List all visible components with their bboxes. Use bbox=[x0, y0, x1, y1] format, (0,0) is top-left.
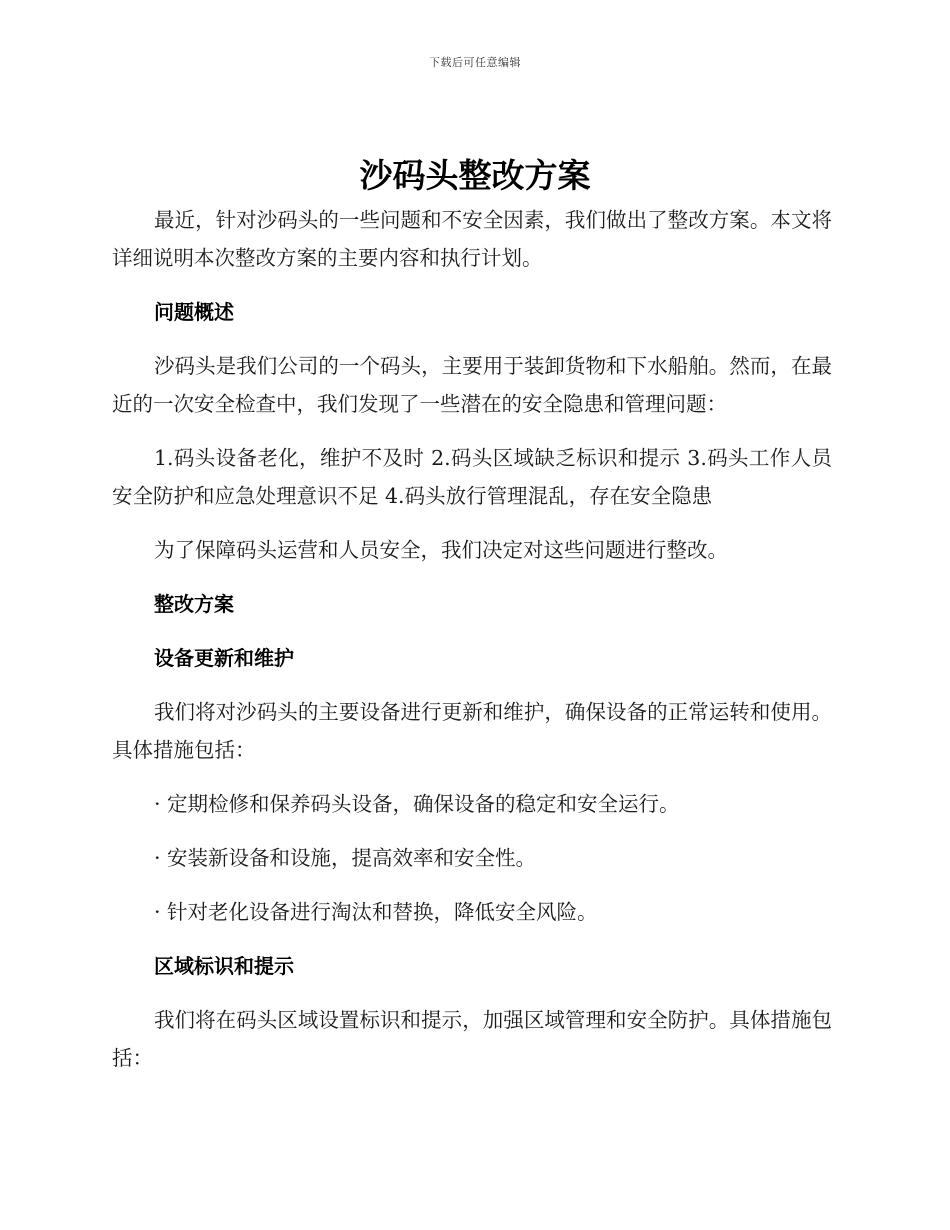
bullet-item: · 定期检修和保养码头设备，确保设备的稳定和安全运行。 bbox=[154, 792, 680, 816]
subsection-heading-equipment: 设备更新和维护 bbox=[154, 646, 294, 670]
signage-paragraph: 我们将在码头区域设置标识和提示，加强区域管理和安全防护。具体措施包括： bbox=[112, 1008, 832, 1070]
section-heading-overview: 问题概述 bbox=[154, 300, 234, 324]
decision-paragraph: 为了保障码头运营和人员安全，我们决定对这些问题进行整改。 bbox=[154, 538, 728, 562]
problem-list-paragraph: 1.码头设备老化，维护不及时 2.码头区域缺乏标识和提示 3.码头工作人员安全防护和应急处理意识不足 4.码头放行管理混乱，存在安全隐患 bbox=[112, 446, 832, 508]
bullet-item: · 针对老化设备进行淘汰和替换，降低安全风险。 bbox=[154, 900, 598, 924]
bullet-item: · 安装新设备和设施，提高效率和安全性。 bbox=[154, 846, 537, 870]
section-heading-plan: 整改方案 bbox=[154, 592, 234, 616]
document-body bbox=[112, 201, 832, 1093]
equipment-paragraph: 我们将对沙码头的主要设备进行更新和维护，确保设备的正常运转和使用。具体措施包括： bbox=[112, 700, 832, 762]
overview-paragraph: 沙码头是我们公司的一个码头，主要用于装卸货物和下水船舶。然而，在最近的一次安全检查中，我们发现了一些潜在的安全隐患和管理问题： bbox=[112, 354, 832, 416]
intro-paragraph: 最近，针对沙码头的一些问题和不安全因素，我们做出了整改方案。本文将详细说明本次整改方案的主要内容和执行计划。 bbox=[112, 208, 832, 270]
subsection-heading-signage: 区域标识和提示 bbox=[154, 954, 294, 978]
header-note: 下载后可任意编辑 bbox=[429, 56, 521, 69]
document-title: 沙码头整改方案 bbox=[359, 156, 591, 195]
